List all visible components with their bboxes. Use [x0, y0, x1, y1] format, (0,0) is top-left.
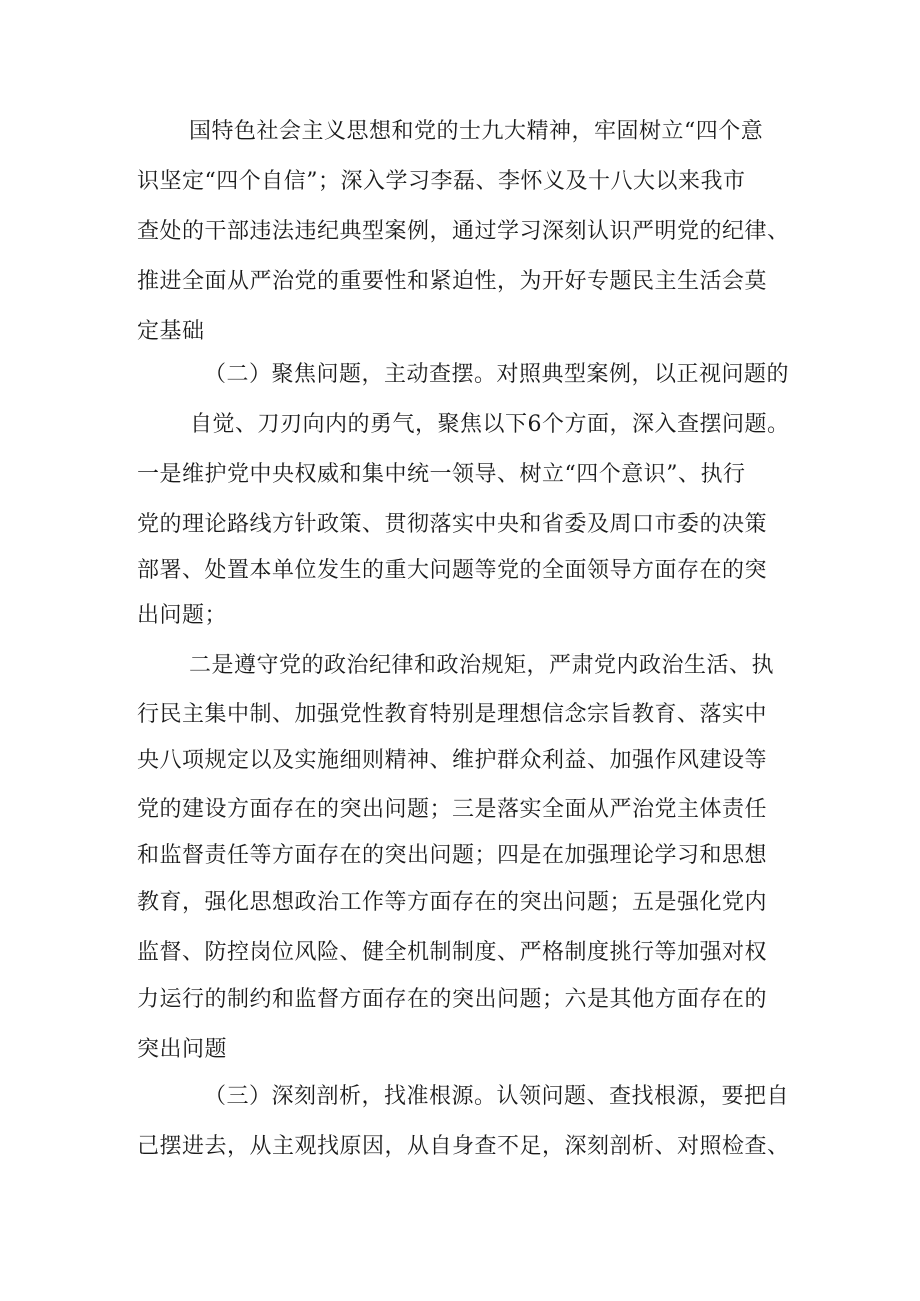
text-line: 突出问题 [137, 1037, 228, 1062]
text-line: 党的建设方面存在的突出问题；三是落实全面从严治党主体责任 [137, 797, 768, 822]
text-line: 定基础 [137, 319, 205, 344]
text-line: 出问题； [137, 603, 228, 628]
text-line: 央八项规定以及实施细则精神、维护群众利益、加强作风建设等 [137, 748, 768, 773]
text-line: 力运行的制约和监督方面存在的突出问题；六是其他方面存在的 [137, 987, 768, 1012]
text-line: 监督、防控岗位风险、健全机制制度、严格制度挑行等加强对权 [137, 940, 768, 965]
text-line: 党的理论路线方针政策、贯彻落实中央和省委及周口市委的决策 [137, 512, 768, 537]
text-line: 二是遵守党的政治纪律和政治规矩，严肃党内政治生活、执 [189, 653, 775, 678]
text-line: 自觉、刀刃向内的勇气，聚焦以下6个方面，深入查摆问题。 [190, 412, 790, 437]
text-line: 和监督责任等方面存在的突出问题；四是在加强理论学习和思想 [137, 843, 768, 868]
text-line: 己摆进去，从主观找原因，从自身查不足，深刻剖析、对照检查、 [137, 1134, 790, 1159]
text-line: 一是维护党中央权威和集中统一领导、树立“四个意识”、执行 [137, 462, 746, 487]
text-line: 推进全面从严治党的重要性和紧迫性，为开好专题民主生活会莫 [137, 269, 768, 294]
text-line: 教育，强化思想政治工作等方面存在的突出问题；五是强化党内 [137, 890, 768, 915]
text-line: 识坚定“四个自信”；深入学习李磊、李怀义及十八大以来我市 [137, 169, 746, 194]
text-line: （三）深刻剖析，找准根源。认领问题、查找根源，要把自 [204, 1084, 790, 1109]
text-line: 国特色社会主义思想和党的士九大精神，牢固树立“四个意 [189, 119, 764, 144]
text-line: 行民主集中制、加强党性教育特别是理想信念宗旨教育、落实中 [137, 702, 768, 727]
text-line: 部署、处置本单位发生的重大问题等党的全面领导方面存在的突 [137, 558, 768, 583]
text-line: （二）聚焦问题，主动查摆。对照典型案例，以正视问题的 [204, 362, 790, 387]
text-line: 查处的干部违法违纪典型案例，通过学习深刻认识严明党的纪律、 [137, 219, 790, 244]
